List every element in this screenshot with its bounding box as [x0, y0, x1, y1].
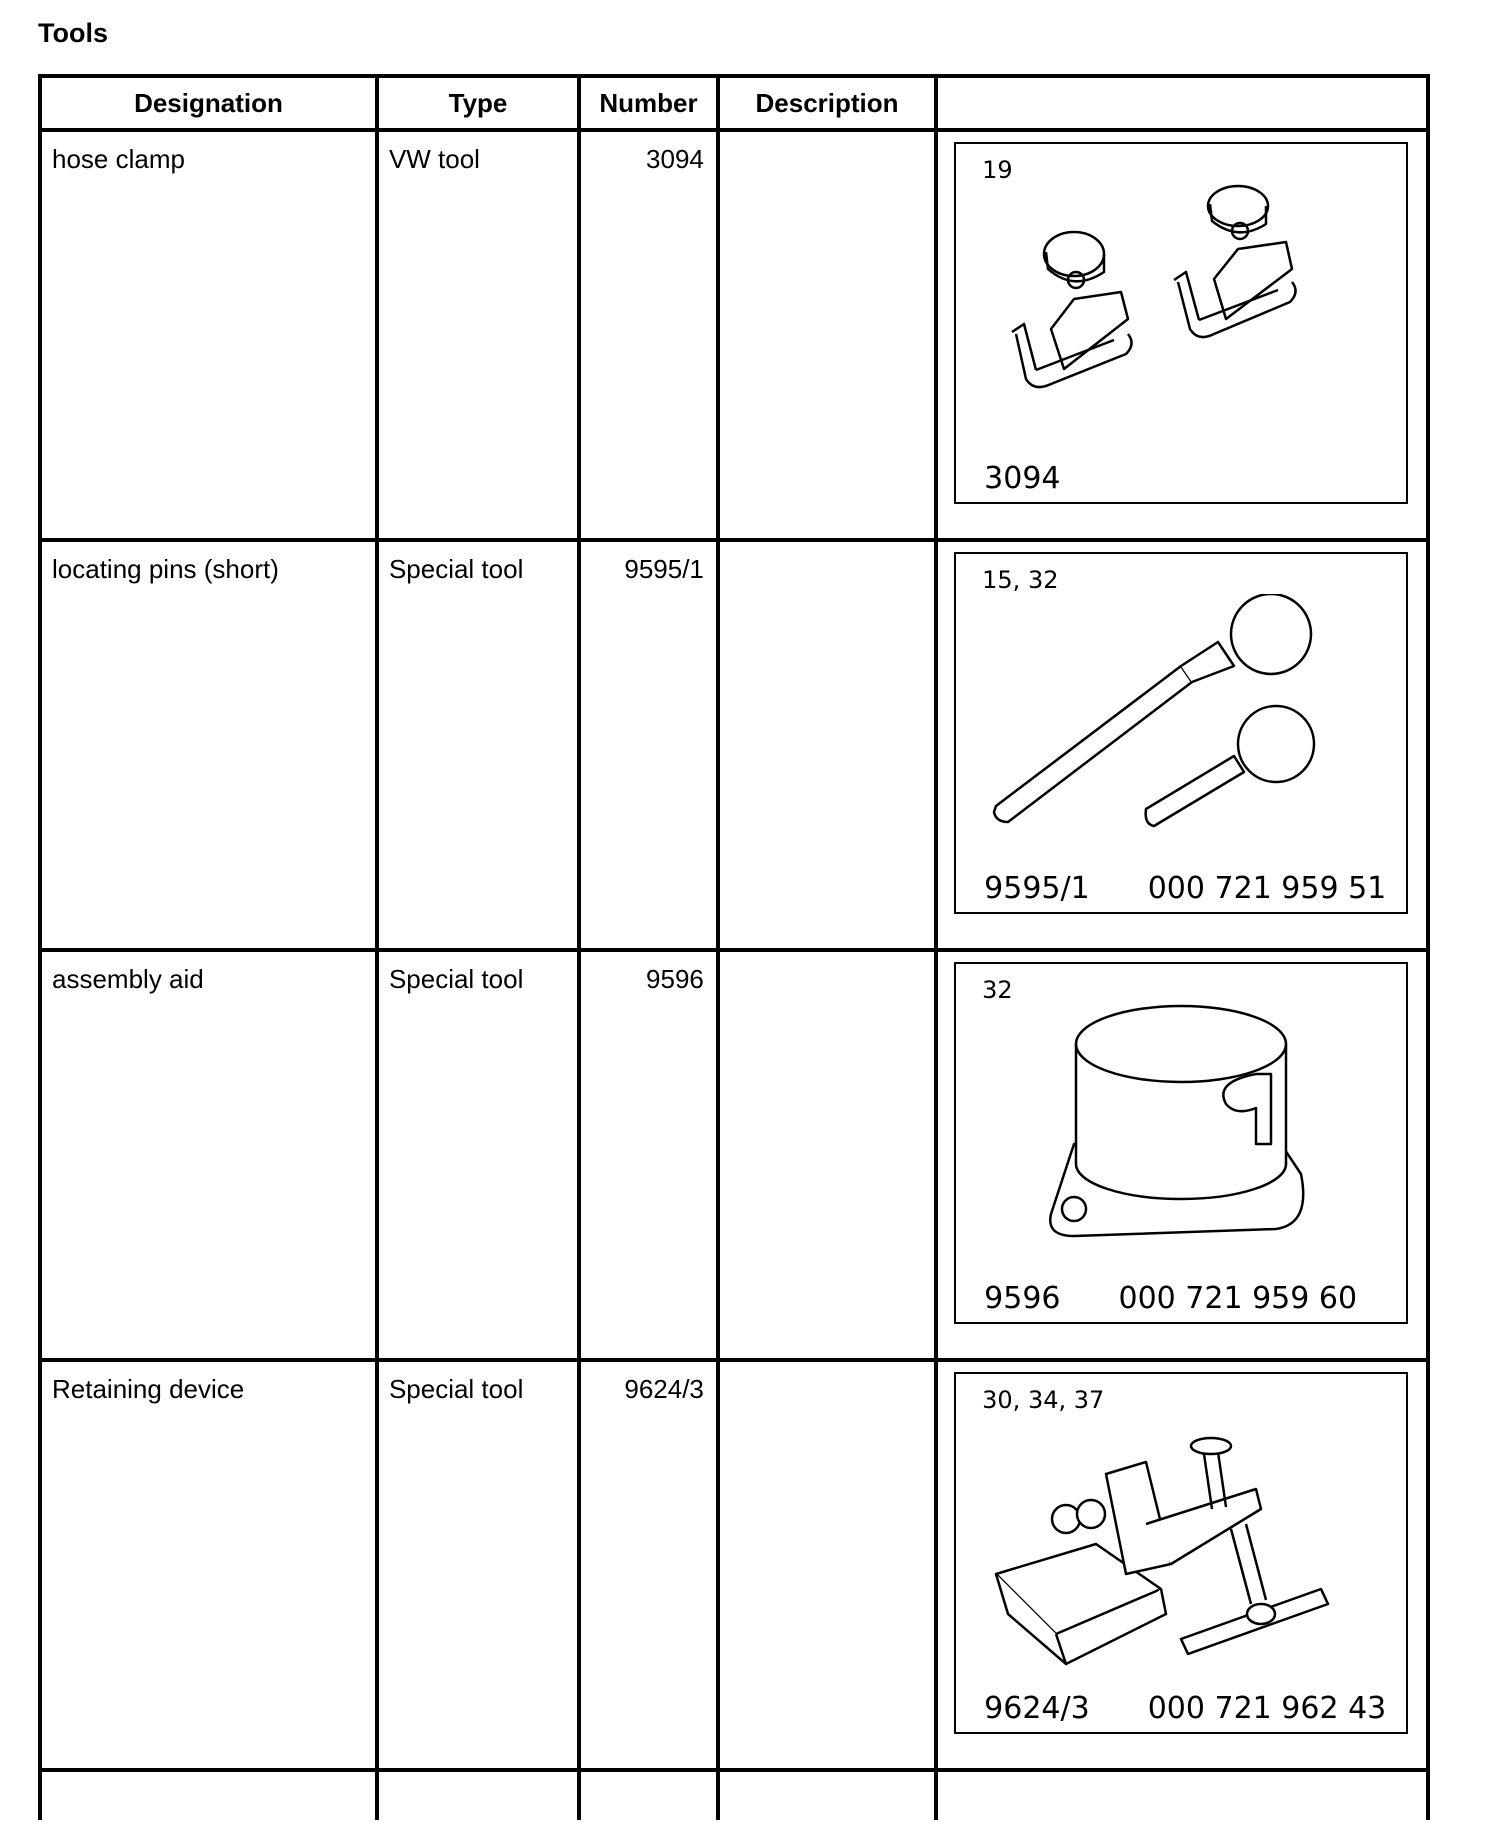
header-figure [936, 76, 1428, 130]
cell-number: 9596 [646, 964, 704, 994]
figure-number: 9596 [984, 1281, 1061, 1316]
cell-type: Special tool [388, 554, 524, 584]
figure-ref: 32 [982, 976, 1013, 1004]
locating-pins-drawing [956, 594, 1406, 864]
page-title: Tools [38, 18, 108, 48]
cell-number: 9595/1 [624, 554, 704, 584]
cell-type: Special tool [388, 964, 524, 994]
assembly-aid-drawing [956, 1004, 1406, 1274]
cell-description [720, 952, 934, 976]
cell-description [720, 132, 934, 156]
hose-clamp-drawing [956, 184, 1406, 454]
cell-type: Special tool [388, 1374, 524, 1404]
header-number: Number [579, 76, 718, 130]
figure-caption [984, 1281, 1357, 1316]
cell-designation: assembly aid [52, 964, 204, 994]
table-row-empty [40, 1770, 1428, 1820]
cell-type: VW tool [388, 144, 480, 174]
figure-number: 9595/1 [984, 871, 1090, 906]
header-type: Type [377, 76, 579, 130]
table-row [40, 540, 1428, 950]
tool-figure [954, 552, 1408, 914]
tool-figure [954, 142, 1408, 504]
figure-ref: 15, 32 [982, 566, 1059, 594]
tools-table [38, 74, 1430, 1820]
figure-number: 3094 [984, 461, 1061, 496]
tools-table-container [38, 74, 1430, 1820]
table-row [40, 950, 1428, 1360]
cell-description [720, 1362, 934, 1386]
figure-number: 9624/3 [984, 1691, 1090, 1726]
cell-description [720, 542, 934, 566]
table-row [40, 1360, 1428, 1770]
retaining-device-drawing [956, 1414, 1406, 1684]
header-description: Description [718, 76, 936, 130]
figure-part-number: 000 721 959 51 [1147, 871, 1387, 906]
cell-designation: locating pins (short) [52, 554, 279, 584]
cell-number: 3094 [646, 144, 704, 174]
cell-designation: Retaining device [52, 1374, 245, 1404]
figure-part-number: 000 721 962 43 [1147, 1691, 1387, 1726]
figure-part-number: 000 721 959 60 [1118, 1281, 1358, 1316]
table-row [40, 130, 1428, 540]
figure-ref: 19 [982, 156, 1013, 184]
table-header-row [40, 76, 1428, 130]
figure-caption [984, 461, 1118, 496]
tool-figure [954, 1372, 1408, 1734]
figure-ref: 30, 34, 37 [982, 1386, 1105, 1414]
figure-caption [984, 1691, 1386, 1726]
figure-caption [984, 871, 1386, 906]
header-designation: Designation [40, 76, 377, 130]
cell-designation: hose clamp [52, 144, 185, 174]
cell-number: 9624/3 [624, 1374, 704, 1404]
tool-figure [954, 962, 1408, 1324]
